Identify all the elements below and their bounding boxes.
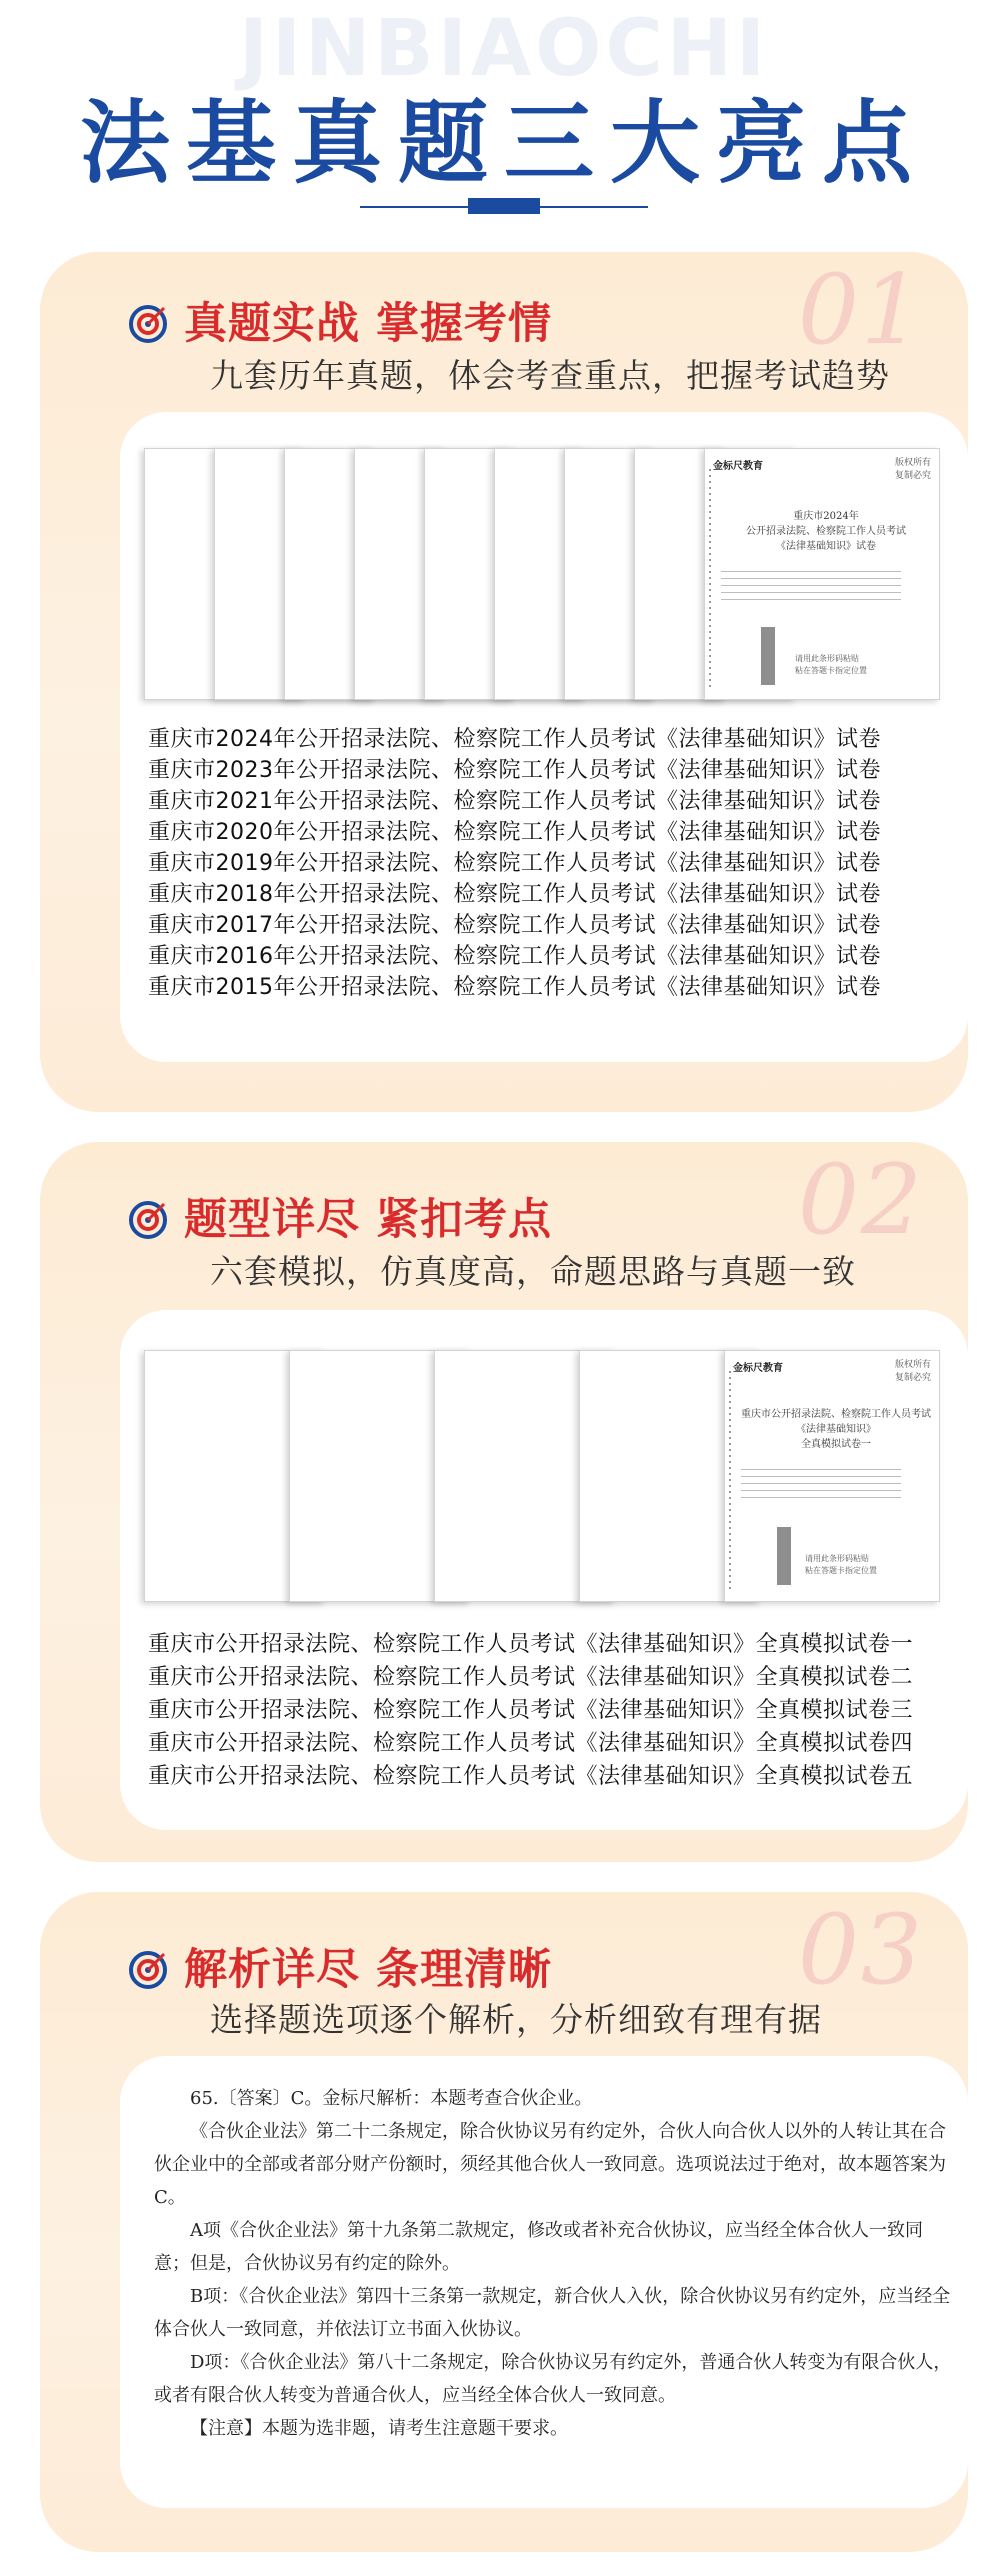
- section-3: [40, 1892, 968, 2552]
- content-panel: [120, 2056, 968, 2508]
- list-item: 重庆市2016年公开招录法院、检察院工作人员考试《法律基础知识》试卷: [148, 944, 881, 969]
- paper-list: [148, 1628, 948, 1793]
- list-item: 重庆市2021年公开招录法院、检察院工作人员考试《法律基础知识》试卷: [148, 789, 881, 814]
- target-icon: [128, 304, 168, 344]
- cover-title: 重庆市公开招录法院、检察院工作人员考试 《法律基础知识》 全真模拟试卷一: [741, 1409, 931, 1450]
- list-item: 重庆市公开招录法院、检察院工作人员考试《法律基础知识》全真模拟试卷四: [148, 1731, 914, 1756]
- cover-fan: [144, 448, 944, 708]
- list-item: 重庆市2015年公开招录法院、检察院工作人员考试《法律基础知识》试卷: [148, 975, 881, 1000]
- cover-note: 请用此条形码粘贴 粘在答题卡指定位置: [795, 654, 867, 675]
- barcode-strip: [777, 1527, 791, 1585]
- section-heading: 解析详尽 条理清晰: [184, 1945, 552, 1995]
- section-number: 02: [797, 1144, 924, 1256]
- paper-cover-front: [724, 1350, 940, 1602]
- section-number: 03: [797, 1894, 924, 2006]
- target-icon: [128, 1950, 168, 1990]
- section-heading: 真题实战 掌握考情: [184, 299, 552, 349]
- cover-corner: 版权所有 复制必究: [894, 1360, 931, 1383]
- explanation-paragraph: A项《合伙企业法》第十九条第二款规定，修改或者补充合伙协议，应当经全体合伙人一致同意；但是，合伙协议另有约定的除外。: [154, 2220, 923, 2274]
- list-item: 重庆市2023年公开招录法院、检察院工作人员考试《法律基础知识》试卷: [148, 758, 881, 783]
- cover-corner: 版权所有 复制必究: [894, 458, 931, 481]
- barcode-strip: [761, 627, 775, 685]
- section-1: [40, 252, 968, 1112]
- list-item: 重庆市2019年公开招录法院、检察院工作人员考试《法律基础知识》试卷: [148, 851, 881, 876]
- list-item: 重庆市公开招录法院、检察院工作人员考试《法律基础知识》全真模拟试卷一: [148, 1632, 914, 1657]
- target-icon: [128, 1200, 168, 1240]
- section-subtitle: 六套模拟，仿真度高，命题思路与真题一致: [210, 1252, 856, 1291]
- explanation-paragraph: B项：《合伙企业法》第四十三条第一款规定，新合伙人入伙，除合伙协议另有约定外，应当经全体合伙人一致同意，并依法订立书面入伙协议。: [154, 2286, 951, 2340]
- explanation-paragraph: D项：《合伙企业法》第八十二条规定，除合伙协议另有约定外，普通合伙人转变为有限合伙人，或者有限合伙人转变为普通合伙人，应当经全体合伙人一致同意。: [154, 2352, 952, 2406]
- explanation-paragraph: 《合伙企业法》第二十二条规定，除合伙协议另有约定外，合伙人向合伙人以外的人转让其在合伙企业中的全部或者部分财产份额时，须经其他合伙人一致同意。选项说法过于绝对，故本题答案为C。: [154, 2121, 946, 2208]
- answer-head: 65.〔答案〕C。金标尺解析：本题考查合伙企业。: [190, 2088, 593, 2109]
- list-item: 重庆市2024年公开招录法院、检察院工作人员考试《法律基础知识》试卷: [148, 727, 881, 752]
- cover-title: 重庆市2024年 公开招录法院、检察院工作人员考试 《法律基础知识》试卷: [746, 511, 906, 552]
- answer-explanation: [154, 2082, 954, 2445]
- cover-instructions: [741, 1469, 901, 1499]
- cover-instructions: [721, 571, 901, 601]
- title-divider-mark: [468, 198, 540, 214]
- cover-brand: 金标尺教育: [733, 1363, 783, 1374]
- cover-brand: 金标尺教育: [713, 461, 763, 472]
- list-item: 重庆市公开招录法院、检察院工作人员考试《法律基础知识》全真模拟试卷五: [148, 1764, 914, 1789]
- section-2: [40, 1142, 968, 1862]
- list-item: 重庆市公开招录法院、检察院工作人员考试《法律基础知识》全真模拟试卷三: [148, 1698, 914, 1723]
- section-heading: 题型详尽 紧扣考点: [184, 1195, 552, 1245]
- page-title: 法基真题三大亮点: [80, 91, 928, 196]
- section-subtitle: 选择题选项逐个解析，分析细致有理有据: [210, 2000, 822, 2039]
- cover-fan: [144, 1350, 944, 1610]
- list-item: 重庆市公开招录法院、检察院工作人员考试《法律基础知识》全真模拟试卷二: [148, 1665, 914, 1690]
- paper-cover-front: [704, 448, 940, 700]
- list-item: 重庆市2020年公开招录法院、检察院工作人员考试《法律基础知识》试卷: [148, 820, 881, 845]
- paper-list: [148, 724, 948, 1003]
- cover-note: 请用此条形码粘贴 粘在答题卡指定位置: [805, 1554, 877, 1575]
- answer-note: 【注意】本题为选非题，请考生注意题干要求。: [190, 2418, 568, 2439]
- content-panel: [120, 412, 968, 1062]
- section-subtitle: 九套历年真题，体会考查重点，把握考试趋势: [210, 356, 890, 395]
- list-item: 重庆市2018年公开招录法院、检察院工作人员考试《法律基础知识》试卷: [148, 882, 881, 907]
- section-number: 01: [797, 254, 924, 366]
- list-item: 重庆市2017年公开招录法院、检察院工作人员考试《法律基础知识》试卷: [148, 913, 881, 938]
- watermark: JINBIAOCHI: [238, 4, 769, 94]
- content-panel: [120, 1310, 968, 1830]
